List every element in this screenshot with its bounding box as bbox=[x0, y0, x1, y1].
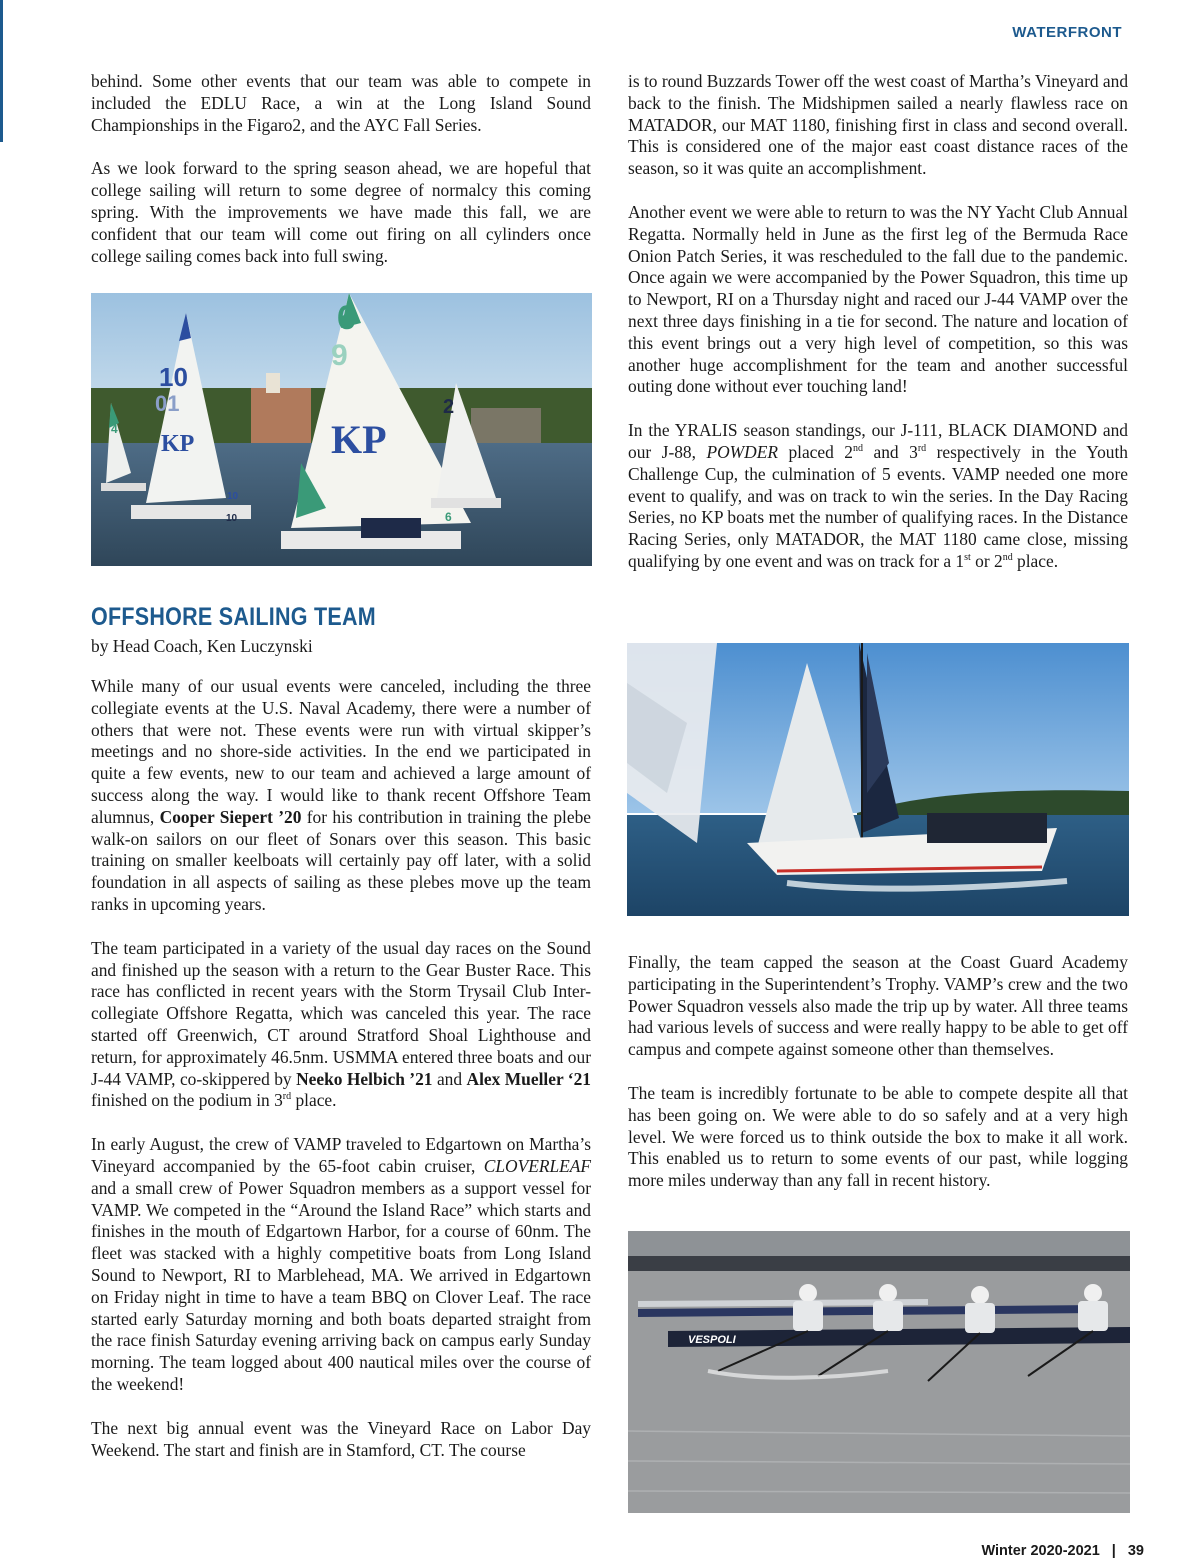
left-paragraph-4 bbox=[91, 938, 591, 1112]
byline: by Head Coach, Ken Luczynski bbox=[91, 636, 313, 656]
rp3-text-e: or 2 bbox=[970, 550, 1003, 571]
page-number: 39 bbox=[1127, 1543, 1144, 1559]
rp3-sup3: st bbox=[964, 552, 971, 564]
p3-text-b: for his contribution in training the plebe walk-on sailors on our fleet of Sonars over this season. This basic training on smaller keelboats will certainly pay off later, with a solid foundation in all aspects of sailing as these plebes move up the team ranks in upcoming years. bbox=[91, 806, 591, 914]
right-paragraph-2: Another event we were able to return to was the NY Yacht Club Annual Regatta. Normally held in June as the first leg of the Bermuda Race Onion Patch Series, it was rescheduled to the fall due to the pandemic. Once again we were accompanied by the Power Squadron, this time up to Newport, RI on a Thursday night and raced our J-44 VAMP over the next three days finishing in a tie for second. The nature and location of this event brings out a very high level of competition, so this was another huge accomplishment for the team and another successful outing done without ever touching land! bbox=[628, 201, 1128, 397]
left-paragraph-5 bbox=[91, 1134, 591, 1396]
right-paragraph-1: is to round Buzzards Tower off the west coast of Martha’s Vineyard and back to the finish. The Midshipmen sailed a nearly flawless race on MATADOR, our MAT 1180, finishing first in class and second overall. This is considered one of the major east coast distance races of the season, so it was quite an accomplishment. bbox=[628, 71, 1129, 179]
keelboat-racing-photo bbox=[627, 643, 1129, 916]
sail-number-f: 4 bbox=[111, 422, 118, 436]
left-paragraph-6: The next big annual event was the Vineyard Race on Labor Day Weekend. The start and finish are in Stamford, CT. The course bbox=[91, 1417, 591, 1460]
p4-text-b: finished on the podium in 3 bbox=[91, 1090, 283, 1111]
p4-text-c: place. bbox=[291, 1090, 337, 1111]
right-paragraph-5: The team is incredibly fortunate to be able to compete despite all that has been going on. We were able to do so safely and at a very high level. We were forced us to think outside the box to make it all work. This enabled us to return to some events of our past, while logging more miles underway than any fall in recent history. bbox=[628, 1082, 1128, 1191]
sail-logo-a: KP bbox=[161, 431, 195, 457]
left-paragraph-3 bbox=[91, 676, 591, 916]
right-paragraph-3 bbox=[628, 420, 1128, 573]
sail-logo-b: KP bbox=[331, 417, 387, 462]
rp3-sup1: nd bbox=[853, 443, 864, 455]
rp3-text-d: respectively in the Youth Challenge Cup, the culmination of 5 events. VAMP needed one more event to qualify, and was on track to win the series. In the Day Racing Series, no KP boats met the number of qualifying races. In the Distance Racing Series, only MATADOR, the MAT 1180 came close, missing qualifying by one event and was on track for a 1 bbox=[628, 441, 1128, 571]
issue-label: Winter 2020-2021 bbox=[981, 1543, 1100, 1559]
p4-name2-bold: Alex Mueller ‘21 bbox=[466, 1068, 591, 1089]
p5-boat-italic: CLOVERLEAF bbox=[483, 1155, 591, 1176]
left-paragraph-1: behind. Some other events that our team was able to compete in included the EDLU Race, a win at the Long Island Sound Championships in the Figaro2, and the AYC Fall Series. bbox=[91, 71, 591, 135]
sail-number-i: 6 bbox=[445, 510, 452, 524]
sail-number-a: 10 bbox=[159, 362, 188, 392]
right-paragraph-4: Finally, the team capped the season at the Coast Guard Academy participating in the Superintendent’s Trophy. VAMP’s crew and the two Power Squadron vessels also made the trip up by water. All three teams had various levels of success and were really happy to be able to get off campus and compete against someone other than themselves. bbox=[628, 952, 1128, 1060]
edge-accent-bar bbox=[0, 0, 3, 142]
page-footer bbox=[981, 1543, 1144, 1559]
rp3-boat-italic: POWDER bbox=[706, 441, 778, 462]
right-column-bottom bbox=[628, 952, 1128, 1192]
p3-text-a: While many of our usual events were canceled, including the three collegiate events at the U.S. Naval Academy, there were a number of others that were not. These events were run with virtual skipper’s meetings and no shore-side activities. In the end we participated in quite a few events, new to our team and achieved a large amount of success along the way. I would like to thank recent Offshore Team alumnus, bbox=[91, 676, 591, 827]
p4-and: and bbox=[432, 1068, 467, 1089]
rp3-text-c: and 3 bbox=[863, 441, 918, 462]
rp3-sup4: nd bbox=[1002, 552, 1013, 564]
p5-text-b: and a small crew of Power Squadron members as a support vessel for VAMP. We competed in the “Around the Island Race” which starts and finishes in the mouth of Edgartown Harbor, for a course of 60nm. The fleet was stacked with a highly competitive boats from Long Island Sound to Newport, RI to Marblehead, MA. We arrived in Edgartown on Friday night in time to have a team BBQ on Clover Leaf. The race started early Saturday morning and both boats departed straight from the race finish Saturday evening arriving back on campus early Sunday morning. The team logged about 400 nautical miles over the course of the weekend! bbox=[91, 1177, 591, 1394]
sail-number-h: 10 bbox=[226, 513, 238, 524]
sail-number-b: 01 bbox=[155, 391, 180, 416]
rp3-text-b: placed 2 bbox=[777, 441, 854, 462]
hull-lettering: VESPOLI bbox=[688, 1334, 736, 1346]
p4-text-a: The team participated in a variety of the usual day races on the Sound and finished up the season with a return to the Gear Buster Race. This race has conflicted in recent years with the Storm Trysail Club Inter-collegiate Offshore Regatta, which was canceled this year. The race started off Greenwich, CT around Stratford Shoal Lighthouse and return, for approximately 46.5nm. USMMA entered three boats and our J-44 VAMP, co-skippered by bbox=[91, 937, 591, 1089]
rp3-text-a: In the YRALIS season standings, our J-111, BLACK DIAMOND and our J-88, bbox=[628, 420, 1128, 462]
left-paragraph-2: As we look forward to the spring season ahead, we are hopeful that college sailing will return to some degree of normalcy this coming spring. With the improvements we have made this fall, we are confident that our team will come out firing on all cylinders once college sailing comes back into full swing. bbox=[91, 158, 591, 266]
left-column-bottom bbox=[91, 676, 591, 1461]
footer-separator: | bbox=[1111, 1543, 1116, 1559]
left-column-top bbox=[91, 71, 591, 267]
rowing-crew-photo bbox=[628, 1231, 1130, 1513]
p4-name1-bold: Neeko Helbich ’21 bbox=[296, 1068, 433, 1089]
sail-number-g: 10 bbox=[227, 491, 239, 502]
p3-name-bold: Cooper Siepert ’20 bbox=[159, 806, 302, 827]
rp3-text-f: place. bbox=[1012, 550, 1059, 571]
keelboat-photo-art bbox=[627, 643, 1129, 916]
dinghy-sailing-photo bbox=[91, 293, 592, 566]
section-tag: WATERFRONT bbox=[1012, 24, 1122, 41]
sail-number-e: 2 bbox=[443, 396, 455, 418]
right-column-top bbox=[628, 71, 1128, 573]
section-heading: OFFSHORE SAILING TEAM bbox=[91, 603, 376, 631]
p5-text-a: In early August, the crew of VAMP traveled to Edgartown on Martha’s Vineyard accompanied by the 65-foot cabin cruiser, bbox=[91, 1134, 591, 1176]
sail-number-c: 6 bbox=[337, 299, 356, 337]
p4-sup: rd bbox=[282, 1091, 292, 1103]
dinghy-photo-art bbox=[91, 293, 592, 566]
rowing-photo-art bbox=[628, 1231, 1130, 1513]
sail-number-d: 9 bbox=[331, 339, 348, 372]
rp3-sup2: rd bbox=[917, 443, 927, 455]
